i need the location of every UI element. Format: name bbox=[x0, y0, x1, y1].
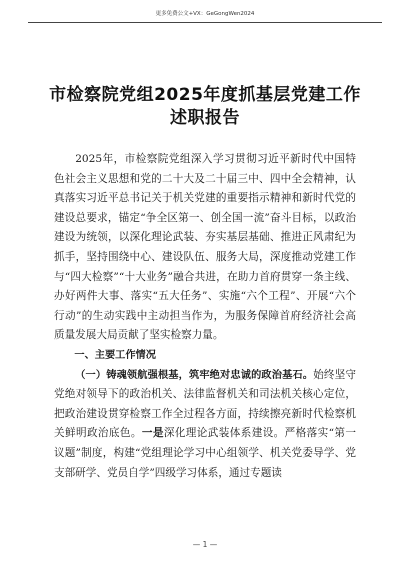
document-title: 市检察院党组2025年度抓基层党建工作 bbox=[49, 85, 361, 105]
subsection-text: 始终坚守党绝对领导下的政治机关、法律监督机关和司法机关核心定位，把政治建设贯穿检察工作全过程各方面，持续擦亮新时代检察机关鲜明政治底色。 bbox=[54, 368, 357, 440]
document-title-line2: 述职报告 bbox=[170, 108, 240, 128]
header-note: 更多免费公文+VX：GeGongWen2024 bbox=[155, 11, 255, 17]
subsection-heading: （一）铸魂领航强根基，筑牢绝对忠诚的政治基石。 bbox=[75, 369, 314, 381]
document-body bbox=[54, 150, 356, 483]
subsection-paragraph bbox=[54, 366, 356, 484]
intro-paragraph: 2025年，市检察院党组深入学习贯彻习近平新时代中国特色社会主义思想和党的二十大及二十届三中、四中全会精神，认真落实习近平总书记关于机关党建的重要指示精神和新时代党的建设总要求，锚定“争全区第一、创全国一流”奋斗目标，以政治建设为统领，以深化理论武装、夯实基层基础、推进正风肃纪为抓手，坚持围绕中心、建设队伍、服务大局，深度推动党建工作与“四大检察”“十大业务”融合共进，在助力首府贯穿一条主线、办好两件大事、落实“五大任务”、实施“六个工程”、开展“六个行动”的生动实践中主动担当作为，为服务保障首府经济社会高质量发展大局贡献了坚实检察力量。 bbox=[54, 153, 356, 342]
point-text: 深化理论武装体系建设。严格落实“第一议题”制度，构建“党组理论学习中心组领学、机关党委导学、党支部研学、党员自学”四级学习体系，通过专题读 bbox=[54, 427, 356, 479]
header-divider bbox=[28, 22, 382, 23]
point-marker: 一是 bbox=[141, 427, 164, 440]
section-heading: 一、主要工作情况 bbox=[74, 349, 156, 361]
page-number: — 1 — bbox=[192, 540, 218, 549]
